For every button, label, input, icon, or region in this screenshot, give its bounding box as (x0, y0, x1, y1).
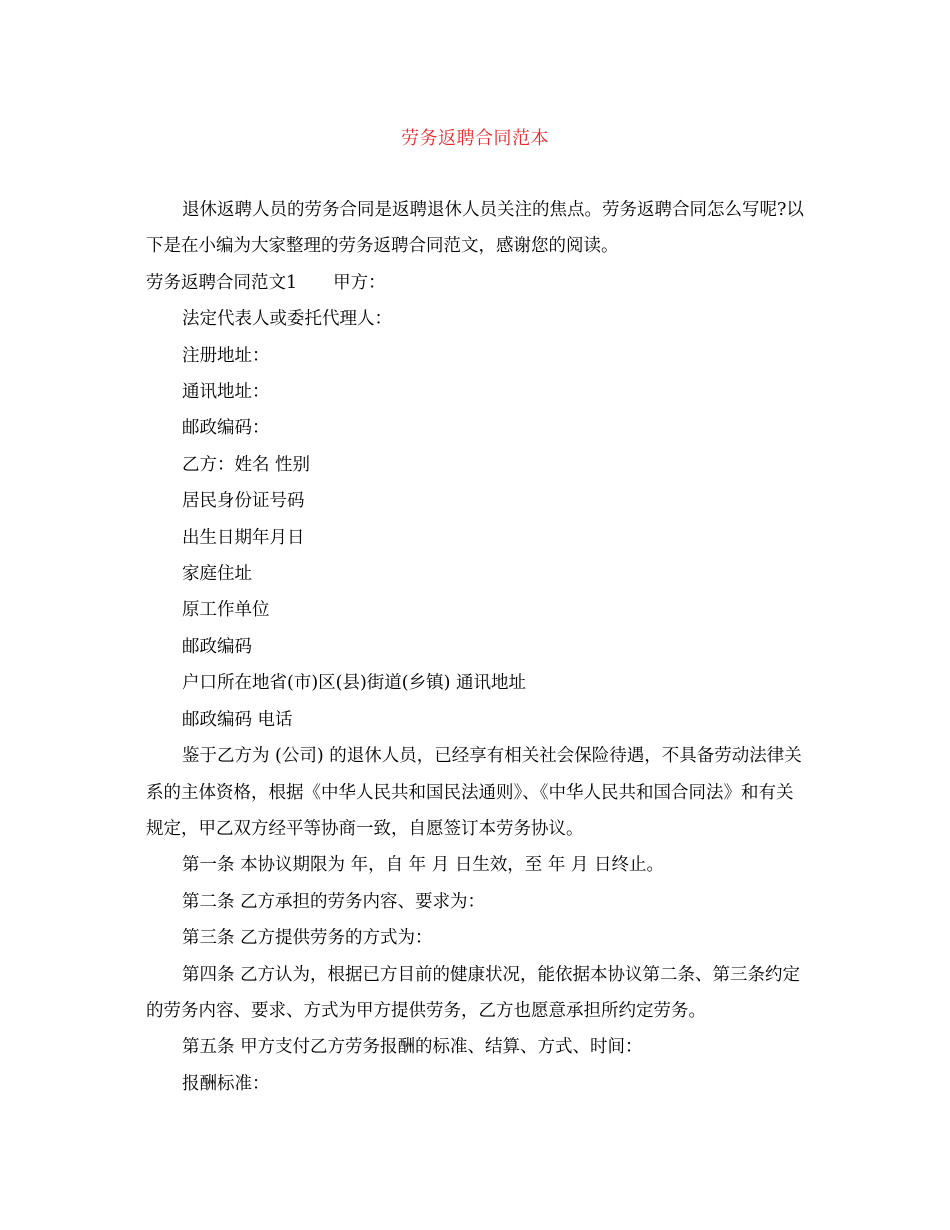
article-5: 第五条 甲方支付乙方劳务报酬的标准、结算、方式、时间： (182, 1037, 643, 1058)
recital-paragraph: 鉴于乙方为 (公司) 的退休人员，已经享有相关社会保险待遇，不具备劳动法律关系的主体资格，根据《中华人民共和国民法通则》、《中华人民共和国合同法》和有关规定，甲乙双方经平等协商一致，自愿签订本劳务协议。 (146, 746, 802, 839)
field-registered-address: 注册地址： (182, 345, 270, 366)
field-former-employer: 原工作单位 (182, 600, 270, 621)
field-birth-date: 出生日期年月日 (182, 527, 305, 548)
document-body (146, 192, 810, 1102)
field-legal-representative: 法定代表人或委托代理人： (182, 309, 392, 330)
field-postal-code-phone: 邮政编码 电话 (182, 709, 293, 730)
article-1: 第一条 本协议期限为 年，自 年 月 日生效，至 年 月 日终止。 (182, 855, 665, 876)
field-postal-code: 邮政编码： (182, 418, 270, 439)
field-household-registration: 户口所在地省(市)区(县)街道(乡镇) 通讯地址 (182, 673, 527, 694)
article-4: 第四条 乙方认为，根据已方目前的健康状况，能依据本协议第二条、第三条约定的劳务内容、要求、方式为甲方提供劳务，乙方也愿意承担所约定劳务。 (146, 964, 801, 1021)
intro-paragraph: 退休返聘人员的劳务合同是返聘退休人员关注的焦点。劳务返聘合同怎么写呢?以下是在小编为大家整理的劳务返聘合同范文，感谢您的阅读。 (146, 200, 804, 257)
sample-label: 劳务返聘合同范文1 (146, 272, 298, 293)
article-2: 第二条 乙方承担的劳务内容、要求为： (182, 891, 486, 912)
party-a-label: 甲方： (333, 272, 386, 293)
document-title: 劳务返聘合同范本 (401, 128, 549, 149)
remuneration-standard: 报酬标准： (182, 1073, 270, 1094)
field-id-number: 居民身份证号码 (182, 491, 305, 512)
field-mailing-address: 通讯地址： (182, 382, 270, 403)
field-postal-code-b: 邮政编码 (182, 636, 252, 657)
article-3: 第三条 乙方提供劳务的方式为： (182, 928, 433, 949)
sample-heading-line (146, 265, 810, 301)
field-party-b-name-gender: 乙方：姓名 性别 (182, 454, 311, 475)
field-home-address: 家庭住址 (182, 564, 252, 585)
